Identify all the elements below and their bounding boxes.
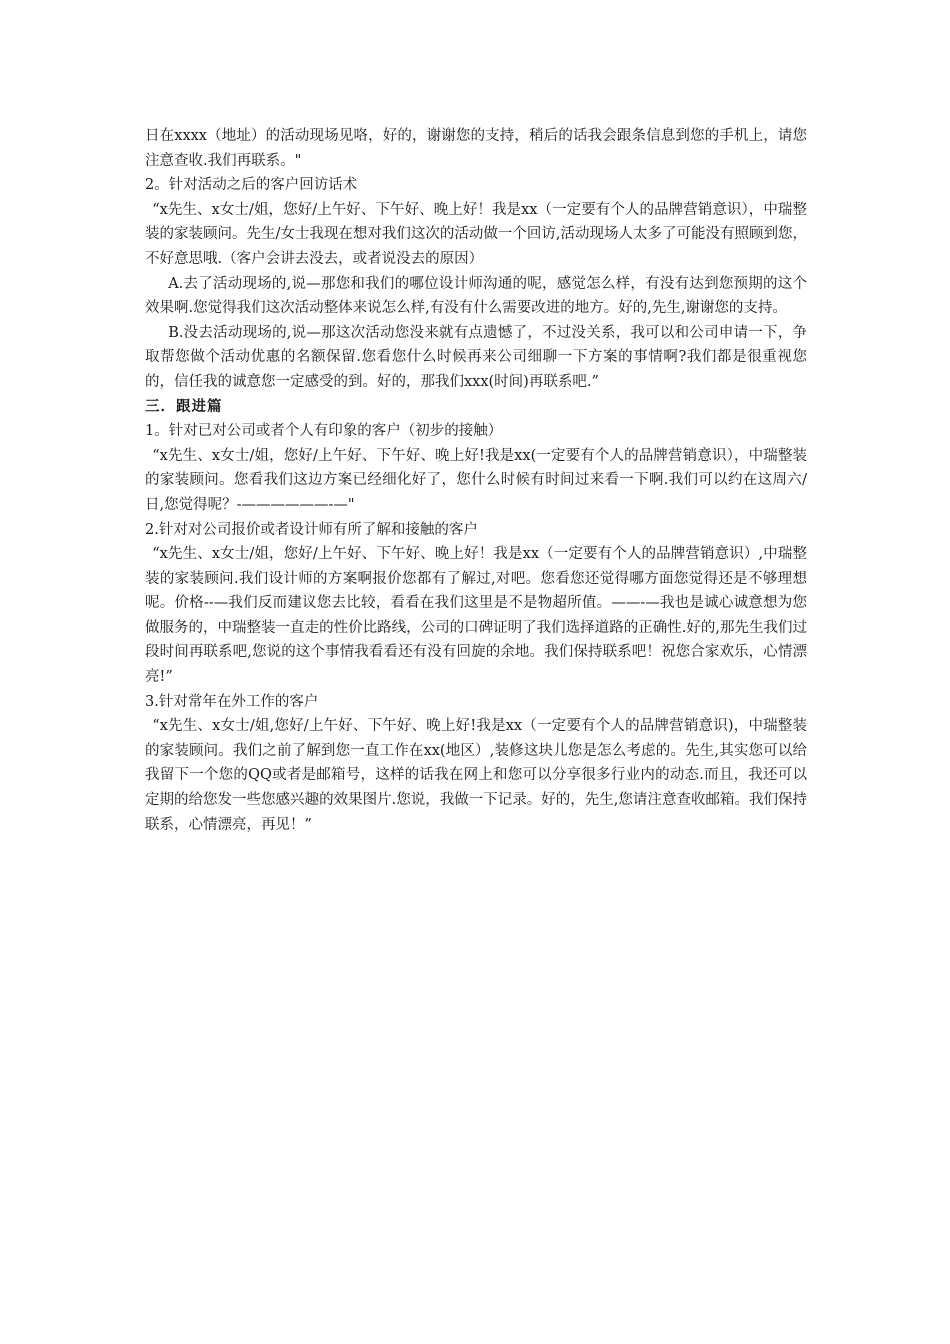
paragraph-event-invitation-closing: 日在xxxx（地址）的活动现场见咯，好的，谢谢您的支持，稍后的话我会跟条信息到您的手机上，请您注意查收.我们再联系。" — [145, 128, 807, 169]
subheading-working-away: 3.针对常年在外工作的客户 — [145, 693, 319, 710]
paragraph-pricing-aware-script: “x先生、x女士/姐，您好/上午好、下午好、晚上好！我是xx（一定要有个人的品牌营销意识）,中瑞整装的家装顾问.我们设计师的方案啊报价您都有了解过,对吧。您看您还觉得哪方面您觉得还是不够理想呢。价格--—我们反而建议您去比较，看看在我们这里是不是物超所值。——-—我也是诚心诚意想为您做服务的，中瑞整装一直走的性价比路线，公司的口碑证明了我们选择道路的正确性.好的,那先生我们过段时间再联系吧,您说的这个事情我看看还有没有回旋的余地。我们保持联系吧！祝您合家欢乐，心情漂亮!” — [145, 546, 807, 686]
paragraph-working-away-script: “x先生、x女士/姐,您好/上午好、下午好、晚上好!我是xx（一定要有个人的品牌营销意识)，中瑞整装的家装顾问。我们之前了解到您一直工作在xx(地区）,装修这块儿您是怎么考虑的。先生,其实您可以给我留下一个您的QQ或者是邮箱号，这样的话我在网上和您可以分享很多行业内的动态.而且，我还可以定期的给您发一些您感兴趣的效果图片.您说，我做一下记录。好的，先生,您请注意查收邮箱。我们保持联系，心情漂亮，再见！” — [145, 718, 807, 833]
paragraph-option-attended: A.去了活动现场的,说—那您和我们的哪位设计师沟通的呢，感觉怎么样，有没有达到您预期的这个效果啊.您觉得我们这次活动整体来说怎么样,有没有什么需要改进的地方。好的,先生,谢谢您的支持。 — [145, 275, 807, 317]
subheading-pricing-aware: 2.针对对公司报价或者设计师有所了解和接触的客户 — [145, 521, 478, 538]
section-heading-follow-up: 三．跟进篇 — [145, 397, 223, 415]
document-body — [145, 124, 807, 837]
paragraph-initial-contact-script: “x先生、x女士/姐，您好/上午好、下午好、晚上好!我是xx(一定要有个人的品牌营销意识），中瑞整装的家装顾问。您看我们这边方案已经细化好了，您什么时候有时间过来看一下啊.我们可以约在这周六/日,您觉得呢？-——————-—" — [145, 447, 807, 513]
subheading-post-event-callback: 2。针对活动之后的客户回访话术 — [145, 177, 358, 194]
subheading-initial-contact: 1。针对已对公司或者个人有印象的客户（初步的接触） — [145, 423, 503, 440]
paragraph-option-not-attended: B.没去活动现场的,说—那这次活动您没来就有点遗憾了，不过没关系，我可以和公司申请一下，争取帮您做个活动优惠的名额保留.您看您什么时候再来公司细聊一下方案的事情啊?我们都是很重视您的，信任我的诚意您一定感受的到。好的，那我们xxx(时间)再联系吧.” — [145, 324, 807, 390]
paragraph-post-event-script: “x先生、x女士/姐，您好/上午好、下午好、晚上好！我是xx（一定要有个人的品牌营销意识），中瑞整装的家装顾问。先生/女士我现在想对我们这次的活动做一个回访,活动现场人太多了可能没有照顾到您，不好意思哦.（客户会讲去没去，或者说没去的原因） — [145, 201, 807, 267]
